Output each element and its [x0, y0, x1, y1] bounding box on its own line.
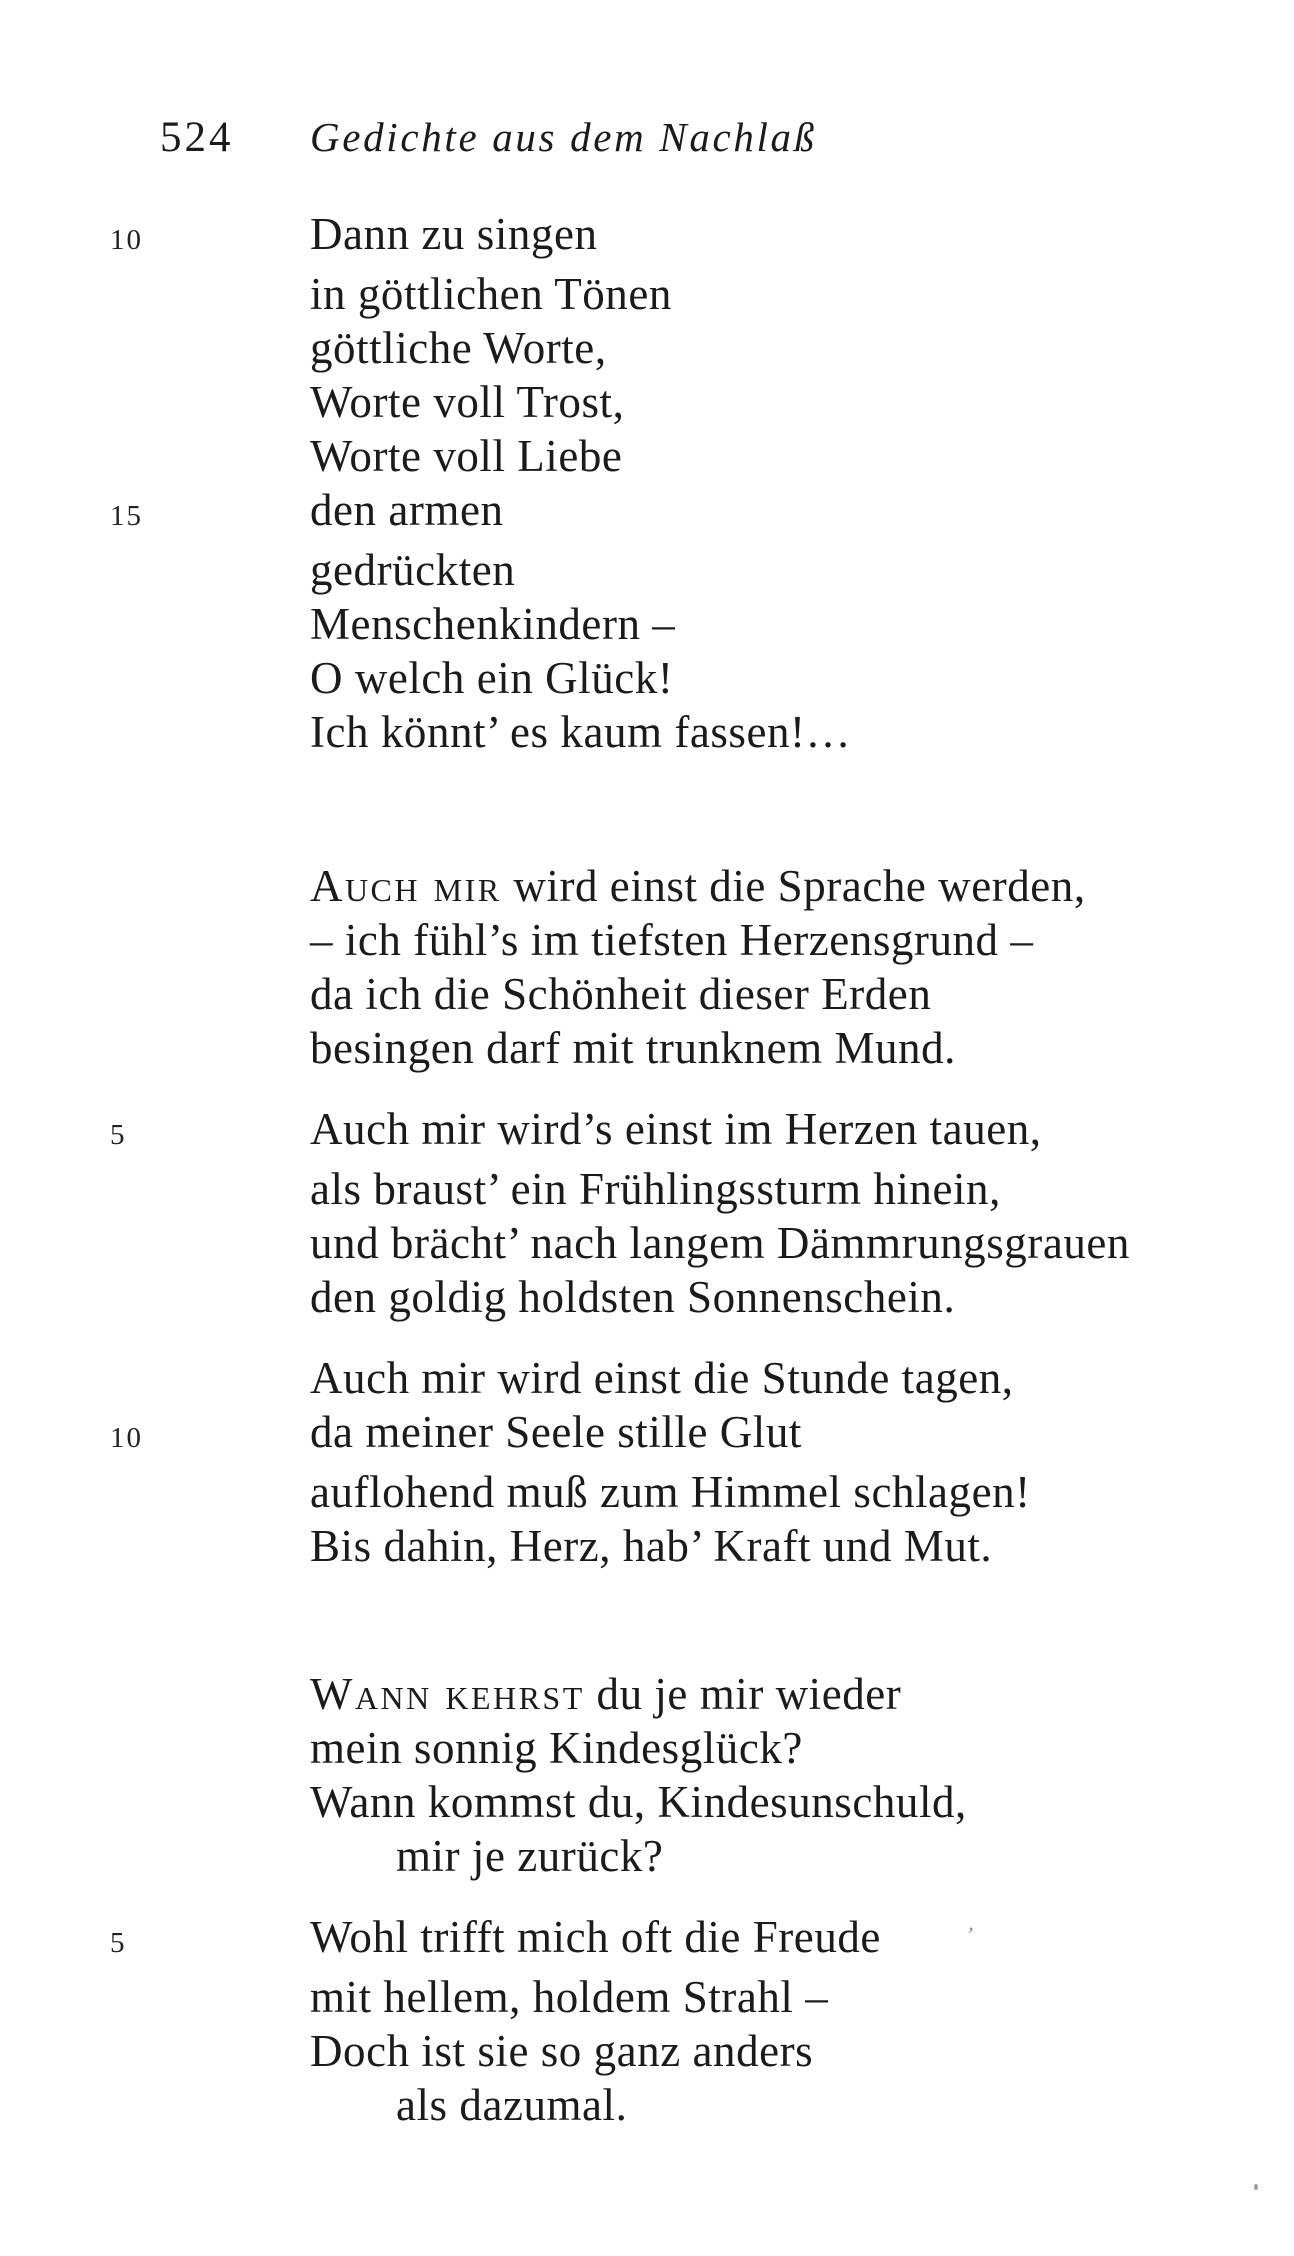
line-text: Auch mir wird’s einst im Herzen tauen,: [310, 1104, 1042, 1154]
stanza: [0, 1667, 1294, 1883]
poem-line: [0, 1021, 1294, 1075]
poem-line: [0, 1721, 1294, 1775]
scan-speck: [1254, 2184, 1258, 2190]
line-text: Dann zu singen: [310, 209, 598, 259]
poem-line: [0, 1667, 1294, 1721]
poem-line: [0, 2024, 1294, 2078]
poem-line: [0, 1270, 1294, 1324]
poem-line: [0, 267, 1294, 321]
poem-line: [0, 1216, 1294, 1270]
stanza: [0, 1910, 1294, 2132]
poem-line: [0, 207, 1294, 267]
line-text: göttliche Worte,: [310, 323, 607, 373]
line-text: Wann kehrst du je mir wieder: [310, 1669, 902, 1719]
line-text: gedrückten: [310, 545, 516, 595]
poem-line: [0, 375, 1294, 429]
poem-line: [0, 1910, 1294, 1970]
poem-line: [0, 913, 1294, 967]
poem-line: [0, 1405, 1294, 1465]
poem-line: [0, 1829, 1294, 1883]
line-number: 5: [110, 1927, 127, 1959]
line-text: Wohl trifft mich oft die Freude: [310, 1912, 881, 1962]
line-text: Ich könnt’ es kaum fassen!…: [310, 707, 852, 757]
page-header: [0, 112, 1294, 163]
poem-line: [0, 2078, 1294, 2132]
poem-line: [0, 429, 1294, 483]
line-text: Wann kommst du, Kindesunschuld,: [310, 1777, 967, 1827]
poem-wann-kehrst: [0, 1667, 1294, 2132]
line-text: in göttlichen Tönen: [310, 269, 672, 319]
line-text: den goldig holdsten Sonnenschein.: [310, 1272, 956, 1322]
poem-line: [0, 483, 1294, 543]
line-text: Menschenkindern –: [310, 599, 676, 649]
line-text: Auch mir wird einst die Sprache werden,: [310, 861, 1086, 911]
line-number: 15: [110, 500, 143, 532]
poem-line: [0, 705, 1294, 759]
poem-line: [0, 1775, 1294, 1829]
poem-line: [0, 1970, 1294, 2024]
line-text: mit hellem, holdem Strahl –: [310, 1972, 829, 2022]
stanza: [0, 1351, 1294, 1573]
line-number: 10: [110, 224, 143, 256]
line-text: da ich die Schönheit dieser Erden: [310, 969, 932, 1019]
poem-line: [0, 1162, 1294, 1216]
poem-line: [0, 1102, 1294, 1162]
line-number: 10: [110, 1422, 143, 1454]
poem-line: [0, 543, 1294, 597]
line-text: Worte voll Liebe: [310, 431, 623, 481]
line-number: 5: [110, 1119, 127, 1151]
poem-line: [0, 321, 1294, 375]
poem-line: [0, 967, 1294, 1021]
small-caps-lead: Auch mir: [310, 861, 502, 911]
line-text: Worte voll Trost,: [310, 377, 625, 427]
line-text: O welch ein Glück!: [310, 653, 674, 703]
poem-fragment-continuation: [0, 207, 1294, 759]
line-text: – ich fühl’s im tiefsten Herzensgrund –: [310, 915, 1034, 965]
line-text: als dazumal.: [396, 2080, 628, 2130]
poem-line: [0, 651, 1294, 705]
running-title: Gedichte aus dem Nachlaß: [310, 114, 817, 160]
line-text: besingen darf mit trunknem Mund.: [310, 1023, 956, 1073]
line-text: den armen: [310, 485, 504, 535]
line-text: auflohend muß zum Himmel schlagen!: [310, 1467, 1031, 1517]
poem-auch-mir: [0, 859, 1294, 1573]
stanza: [0, 859, 1294, 1075]
poem-line: [0, 859, 1294, 913]
line-text: mein sonnig Kindesglück?: [310, 1723, 803, 1773]
line-text: da meiner Seele stille Glut: [310, 1407, 802, 1457]
stanza: [0, 1102, 1294, 1324]
line-text: Auch mir wird einst die Stunde tagen,: [310, 1353, 1014, 1403]
poem-line: [0, 1465, 1294, 1519]
poem-line: [0, 1351, 1294, 1405]
poem-line: [0, 1519, 1294, 1573]
line-text: und brächt’ nach langem Dämmrungsgrauen: [310, 1218, 1130, 1268]
small-caps-lead: Wann kehrst: [310, 1669, 585, 1719]
line-text: Bis dahin, Herz, hab’ Kraft und Mut.: [310, 1521, 993, 1571]
scan-speck: ’: [963, 1921, 976, 1948]
page-number: 524: [160, 114, 234, 161]
poem-line: [0, 597, 1294, 651]
line-text: Doch ist sie so ganz anders: [310, 2026, 814, 2076]
line-text: als braust’ ein Frühlingssturm hinein,: [310, 1164, 1001, 1214]
poems: [0, 207, 1294, 2132]
stanza: [0, 207, 1294, 759]
line-text: mir je zurück?: [396, 1831, 664, 1881]
